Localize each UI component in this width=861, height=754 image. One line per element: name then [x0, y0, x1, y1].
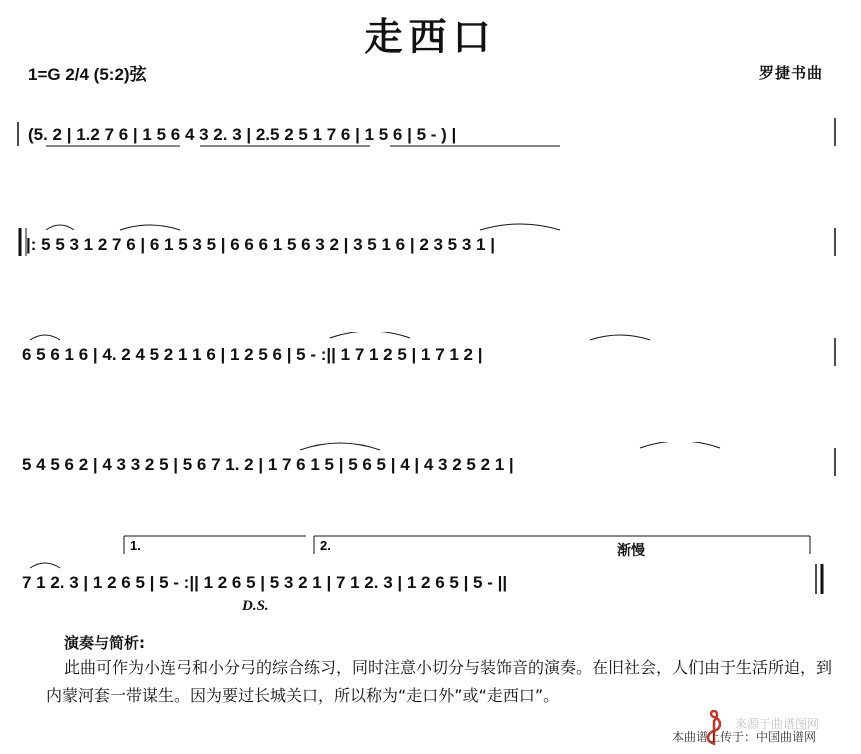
score-line-1	[0, 112, 861, 152]
analysis-heading: 演奏与简析:	[64, 634, 145, 652]
volta-1-label: 1.	[130, 538, 141, 553]
score-line-2	[0, 222, 861, 262]
footer-upload-note: 本曲谱上传于：中国曲谱网	[672, 730, 817, 744]
watermark-source: 来源于曲谱图网	[735, 717, 820, 731]
notation-text: 6 5 6 1 6 | 4. 2 4 5 2 1 1 6 | 1 2 5 6 | 5 - :|| 1 7 1 2 5 | 1 7 1 2 |	[22, 345, 483, 364]
notation-text: |: 5 5 3 1 2 7 6 | 6 1 5 3 5 | 6 6 6 1 5 6 3 2 | 3 5 1 6 | 2 3 5 3 1 |	[26, 235, 495, 254]
composer-credit: 罗捷书曲	[758, 64, 823, 82]
key-signature: 1=G 2/4 (5:2)弦	[28, 65, 147, 84]
analysis-text: 此曲可作为小连弓和小分弓的综合练习，同时注意小切分与装饰音的演奏。在旧社会，人们由于生活所迫，到内蒙河套一带谋生。因为要过长城关口，所以称为“走口外”或“走西口”。	[46, 658, 833, 705]
volta-2-label: 2.	[320, 538, 331, 553]
volta-brackets	[0, 532, 861, 556]
tempo-marking: 渐慢	[617, 543, 645, 559]
score-line-4	[0, 442, 861, 482]
notation-text: 5 4 5 6 2 | 4 3 3 2 5 | 5 6 7 1. 2 | 1 7 6 1 5 | 5 6 5 | 4 | 4 3 2 5 2 1 |	[22, 455, 514, 474]
notation-text: (5. 2 | 1.2 7 6 | 1 5 6 4 3 2. 3 | 2.5 2 5 1 7 6 | 1 5 6 | 5 - ) |	[28, 125, 457, 144]
page-title: 走西口	[364, 15, 497, 59]
score-line-3	[0, 332, 861, 372]
ds-marking: D.S.	[242, 598, 269, 614]
score-line-5	[0, 560, 861, 600]
notation-text: 7 1 2. 3 | 1 2 6 5 | 5 - :|| 1 2 6 5 | 5 3 2 1 | 7 1 2. 3 | 1 2 6 5 | 5 - ||	[22, 573, 508, 592]
